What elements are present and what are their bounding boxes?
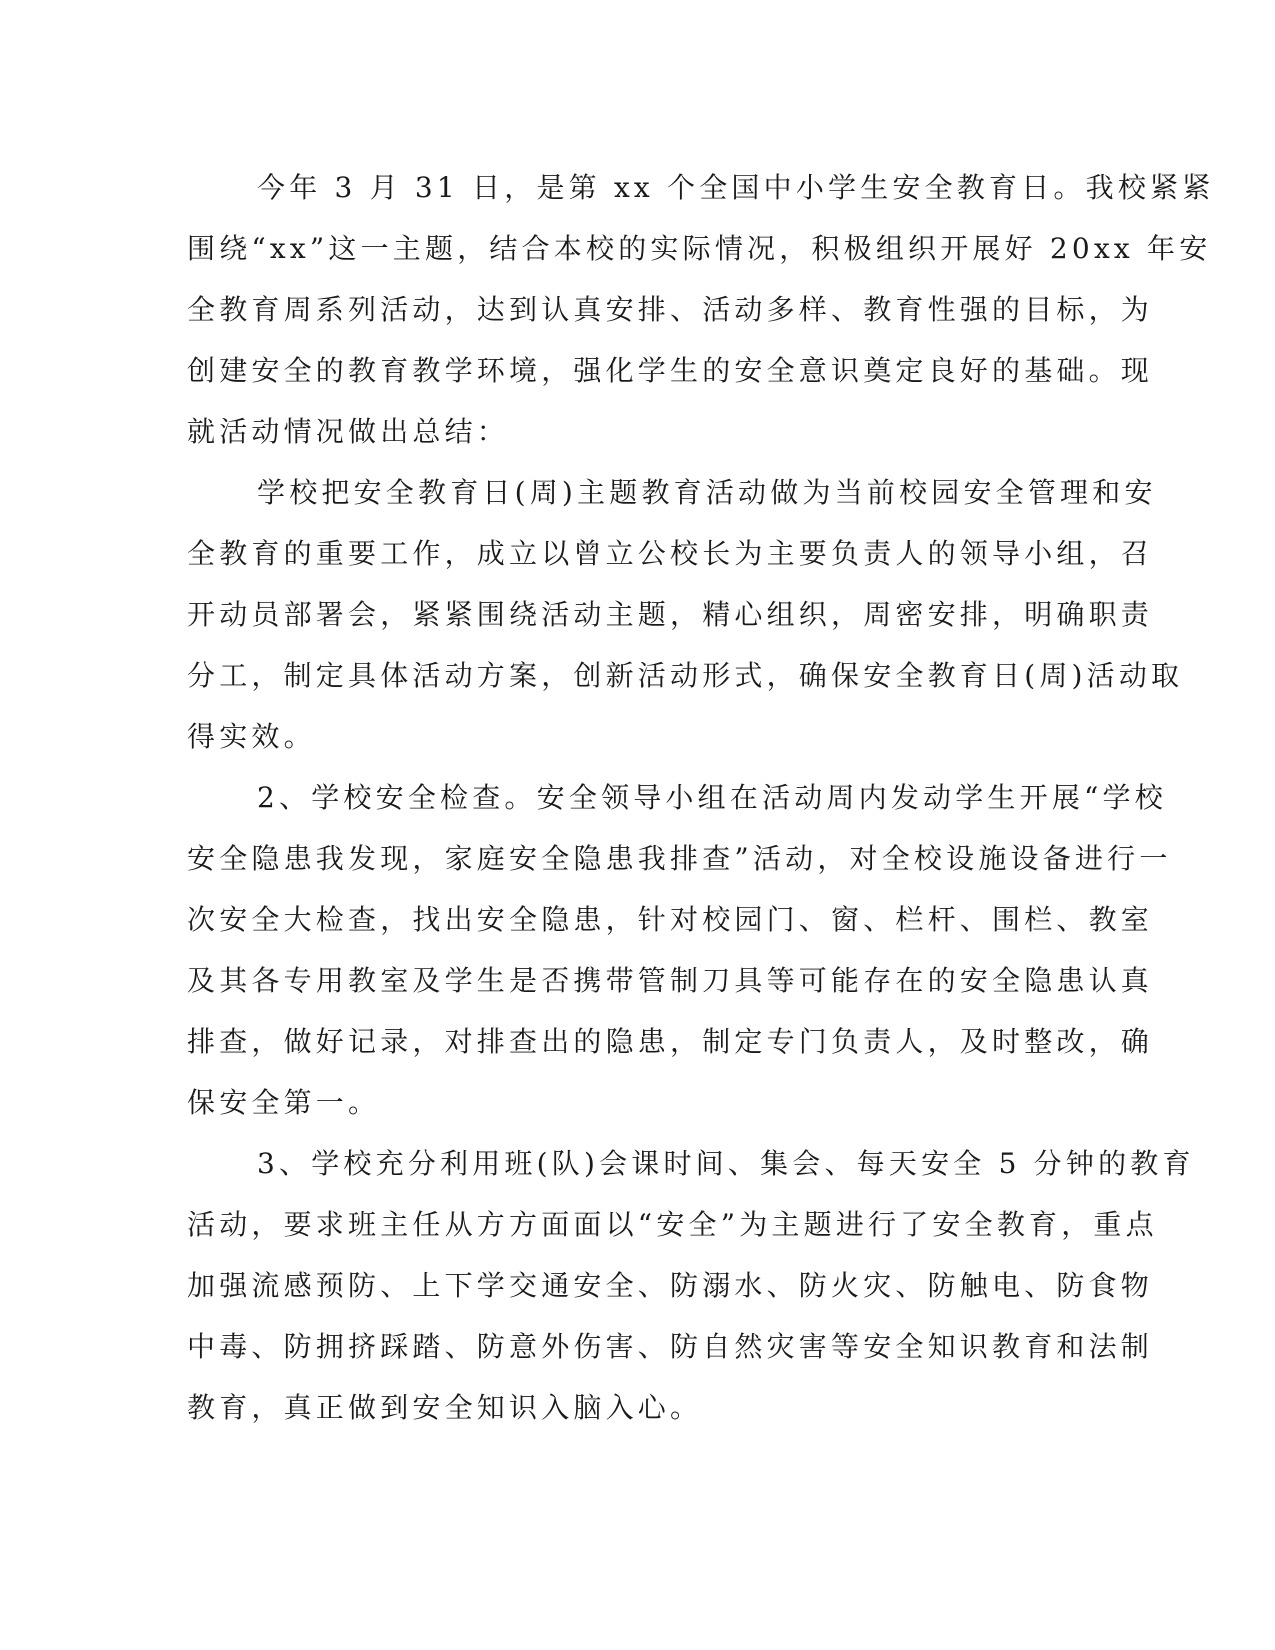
paragraph-class-education [187,1133,1195,1438]
text-line: 活动，要求班主任从方方面面以“安全”为主题进行了安全教育，重点 [187,1208,1158,1241]
text-line: 创建安全的教育教学环境，强化学生的安全意识奠定良好的基础。现 [187,354,1154,387]
paragraph-intro [187,157,1215,462]
text-line: 全教育周系列活动，达到认真安排、活动多样、教育性强的目标，为 [187,293,1154,326]
text-line: 排查，做好记录，对排查出的隐患，制定专门负责人，及时整改，确 [187,1025,1154,1058]
text-line: 安全隐患我发现，家庭安全隐患我排查”活动，对全校设施设备进行一 [187,842,1172,875]
text-line: 保安全第一。 [187,1086,381,1119]
text-line: 次安全大检查，找出安全隐患，针对校园门、窗、栏杆、围栏、教室 [187,903,1154,936]
text-line: 学校把安全教育日(周)主题教育活动做为当前校园安全管理和安 [257,476,1157,509]
text-line: 就活动情况做出总结： [187,415,510,448]
text-line: 围绕“xx”这一主题，结合本校的实际情况，积极组织开展好 20xx 年安 [187,232,1212,265]
paragraph-safety-inspection [187,767,1172,1133]
text-line: 今年 3 月 31 日，是第 xx 个全国中小学生安全教育日。我校紧紧 [257,171,1215,204]
document-body [187,157,1215,1438]
text-line: 教育，真正做到安全知识入脑入心。 [187,1391,703,1424]
paragraph-organization [187,462,1184,767]
text-line: 分工，制定具体活动方案，创新活动形式，确保安全教育日(周)活动取 [187,659,1184,692]
text-line: 开动员部署会，紧紧围绕活动主题，精心组织，周密安排，明确职责 [187,598,1154,631]
text-line: 全教育的重要工作，成立以曾立公校长为主要负责人的领导小组，召 [187,537,1154,570]
text-line: 2、学校安全检查。安全领导小组在活动周内发动学生开展“学校 [257,781,1167,814]
text-line: 得实效。 [187,720,316,753]
text-line: 加强流感预防、上下学交通安全、防溺水、防火灾、防触电、防食物 [187,1269,1154,1302]
text-line: 3、学校充分利用班(队)会课时间、集会、每天安全 5 分钟的教育 [257,1147,1195,1180]
text-line: 中毒、防拥挤踩踏、防意外伤害、防自然灾害等安全知识教育和法制 [187,1330,1154,1363]
text-line: 及其各专用教室及学生是否携带管制刀具等可能存在的安全隐患认真 [187,964,1154,997]
